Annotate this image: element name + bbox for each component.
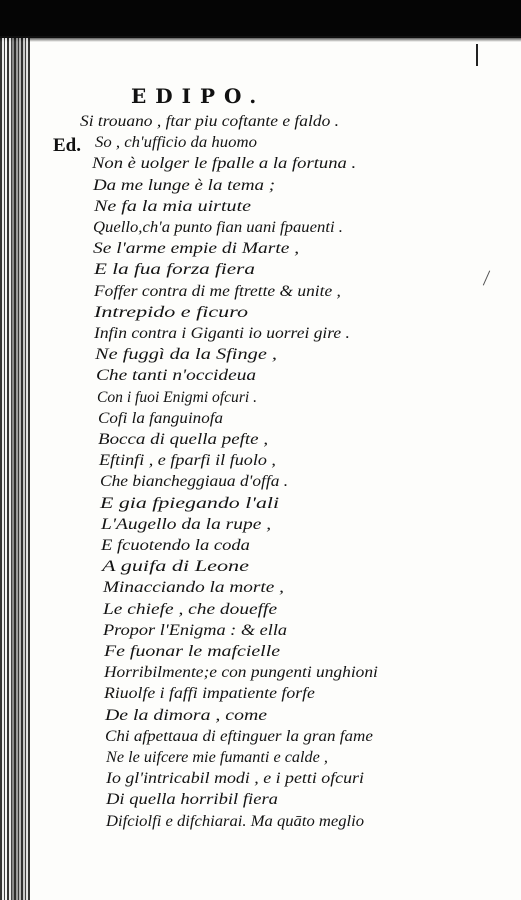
verse-line: L'Augello da la rupe ,: [101, 515, 272, 533]
verse-line: E fcuotendo la coda: [101, 537, 250, 554]
verse-line: Riuolfe i faffi impatiente forfe: [104, 685, 315, 703]
verse-line: Ne le uifcere mie fumanti e calde ,: [106, 749, 328, 766]
verse-line: Ne fa la mia uirtute: [94, 197, 252, 215]
verse-line: De la dimora , come: [105, 706, 268, 724]
verse-line: Horribilmente;e con pungenti unghioni: [104, 664, 378, 682]
verse-line: Ne fuggì da la Sfinge ,: [95, 346, 278, 364]
verse-line: Le chiefe , che doueffe: [103, 600, 278, 618]
verse-line: Foffer contra di me ftrette & unite ,: [94, 282, 341, 300]
verse-line: Non è uolger le fpalle a la fortuna .: [92, 155, 357, 173]
verse-line: E gia fpiegando l'ali: [100, 494, 280, 512]
verse-line: Si trouano , ftar piu coftante e faldo .: [80, 113, 340, 130]
verse-line: Se l'arme empie di Marte ,: [93, 240, 300, 258]
verse-line: Quello,ch'a punto fian uani fpauenti .: [93, 219, 343, 236]
verse-line: Che biancheggiaua d'offa .: [100, 473, 289, 491]
verse-line: Infin contra i Giganti io uorrei gire .: [94, 325, 350, 342]
verse-line: Minacciando la morte ,: [103, 579, 284, 597]
verse-line: Io gl'intricabil modi , e i petti ofcuri: [106, 770, 364, 788]
margin-mark: [483, 270, 490, 285]
verse-line: Da me lunge è la tema ;: [93, 176, 276, 194]
book-binding-edge: [0, 38, 30, 900]
verse-line: So , ch'ufficio da huomo: [95, 134, 257, 152]
verse-line: Difciolfi e difchiarai. Ma quāto meglio: [106, 812, 365, 830]
verse-line: A guifa di Leone: [102, 558, 250, 576]
verse-line: Con i fuoi Enigmi ofcuri .: [97, 388, 258, 406]
verse-line: Bocca di quella pefte ,: [98, 431, 269, 448]
verse-line: Intrepido e ficuro: [94, 303, 249, 321]
verse-line: Chi afpettaua di eftinguer la gran fame: [105, 727, 373, 745]
margin-mark: [476, 44, 478, 66]
verse-line: Di quella horribil fiera: [106, 791, 278, 809]
verse-line: E la fua forza fiera: [94, 261, 255, 279]
verse-line: Che tanti n'occideua: [96, 367, 257, 385]
scan-top-border: [0, 0, 521, 38]
verse-line: Eftinfi , e fparfi il fuolo ,: [99, 452, 276, 470]
speaker-label: Ed.: [53, 135, 81, 156]
verse-line: Propor l'Enigma : & ella: [103, 621, 288, 639]
verse-line: Cofi la fanguinofa: [98, 409, 223, 427]
running-head: EDIPO.: [131, 84, 266, 108]
verse-line: Fe fuonar le mafcielle: [104, 643, 281, 660]
